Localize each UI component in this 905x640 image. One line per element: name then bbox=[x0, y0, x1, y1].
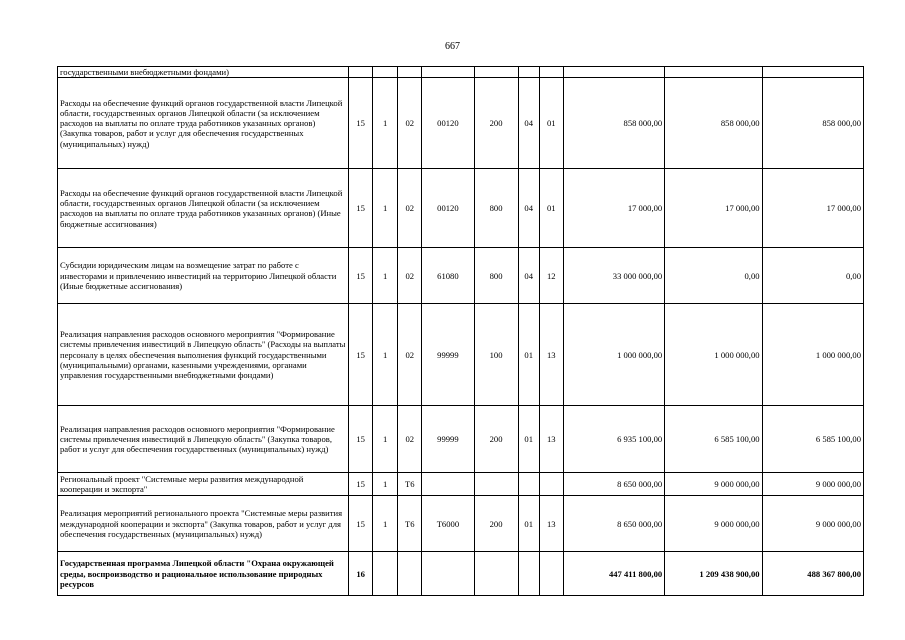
table-row bbox=[58, 78, 864, 169]
row-description: Реализация направления расходов основного мероприятия "Формирование системы привлечения инвестиций в Липецкую область" (Расходы на выплаты персоналу в целях обеспечения выполнения функций государственными (муниципальными) органами, казенными учреждениями, органами управления государственными внебюджетными фондами) bbox=[58, 304, 349, 406]
section-code: 1 bbox=[373, 304, 398, 406]
amount-year-3: 6 585 100,00 bbox=[762, 406, 863, 473]
table-row bbox=[58, 248, 864, 304]
section-code: 1 bbox=[373, 169, 398, 248]
row-description: Расходы на обеспечение функций органов государственной власти Липецкой области, государственных органов Липецкой области (за исключением расходов на выплаты по оплате труда работников указанных органов) (Закупка товаров, работ и услуг для обеспечения государственных (муниципальных) нужд) bbox=[58, 78, 349, 169]
expense-type-code bbox=[474, 67, 518, 78]
subsection-part-code: 01 bbox=[539, 169, 563, 248]
amount-year-1: 447 411 800,00 bbox=[563, 552, 664, 596]
section-code: 1 bbox=[373, 248, 398, 304]
amount-year-2 bbox=[665, 67, 762, 78]
section-part-code: 04 bbox=[518, 169, 539, 248]
table-row bbox=[58, 473, 864, 496]
amount-year-1: 1 000 000,00 bbox=[563, 304, 664, 406]
target-code bbox=[422, 67, 474, 78]
subsection-part-code: 13 bbox=[539, 496, 563, 552]
expense-type-code: 200 bbox=[474, 406, 518, 473]
row-description: Реализация направления расходов основного мероприятия "Формирование системы привлечения инвестиций в Липецкую область" (Закупка товаров, работ и услуг для обеспечения государственных (муниципальных) нужд) bbox=[58, 406, 349, 473]
amount-year-3: 858 000,00 bbox=[762, 78, 863, 169]
amount-year-2: 858 000,00 bbox=[665, 78, 762, 169]
ministry-code: 15 bbox=[349, 169, 373, 248]
amount-year-1: 8 650 000,00 bbox=[563, 473, 664, 496]
expense-type-code: 200 bbox=[474, 78, 518, 169]
subsection-part-code bbox=[539, 552, 563, 596]
row-description: Региональный проект "Системные меры развития международной кооперации и экспорта" bbox=[58, 473, 349, 496]
amount-year-2: 9 000 000,00 bbox=[665, 473, 762, 496]
section-part-code: 01 bbox=[518, 496, 539, 552]
subsection-code bbox=[398, 552, 422, 596]
amount-year-1: 33 000 000,00 bbox=[563, 248, 664, 304]
target-code bbox=[422, 552, 474, 596]
subsection-code: T6 bbox=[398, 496, 422, 552]
target-code: 00120 bbox=[422, 169, 474, 248]
ministry-code: 15 bbox=[349, 496, 373, 552]
expense-type-code: 800 bbox=[474, 248, 518, 304]
section-part-code: 01 bbox=[518, 406, 539, 473]
expense-type-code: 200 bbox=[474, 496, 518, 552]
target-code: T6000 bbox=[422, 496, 474, 552]
ministry-code: 15 bbox=[349, 78, 373, 169]
section-part-code: 01 bbox=[518, 304, 539, 406]
subsection-part-code bbox=[539, 473, 563, 496]
subsection-code: 02 bbox=[398, 78, 422, 169]
subsection-code bbox=[398, 67, 422, 78]
table-row bbox=[58, 67, 864, 78]
table-row bbox=[58, 496, 864, 552]
subsection-part-code: 12 bbox=[539, 248, 563, 304]
amount-year-3: 0,00 bbox=[762, 248, 863, 304]
ministry-code: 15 bbox=[349, 406, 373, 473]
amount-year-2: 1 209 438 900,00 bbox=[665, 552, 762, 596]
ministry-code: 15 bbox=[349, 304, 373, 406]
amount-year-3: 9 000 000,00 bbox=[762, 496, 863, 552]
section-code bbox=[373, 552, 398, 596]
ministry-code bbox=[349, 67, 373, 78]
amount-year-3: 488 367 800,00 bbox=[762, 552, 863, 596]
row-description: Государственная программа Липецкой области "Охрана окружающей среды, воспроизводство и рациональное использование природных ресурсов bbox=[58, 552, 349, 596]
table-row bbox=[58, 552, 864, 596]
subsection-part-code bbox=[539, 67, 563, 78]
subsection-code: 02 bbox=[398, 406, 422, 473]
subsection-part-code: 13 bbox=[539, 304, 563, 406]
section-part-code bbox=[518, 67, 539, 78]
ministry-code: 15 bbox=[349, 248, 373, 304]
page-number: 667 bbox=[445, 41, 460, 52]
amount-year-3: 17 000,00 bbox=[762, 169, 863, 248]
section-code bbox=[373, 67, 398, 78]
section-code: 1 bbox=[373, 406, 398, 473]
expense-type-code bbox=[474, 552, 518, 596]
section-code: 1 bbox=[373, 78, 398, 169]
ministry-code: 16 bbox=[349, 552, 373, 596]
section-code: 1 bbox=[373, 496, 398, 552]
section-part-code: 04 bbox=[518, 78, 539, 169]
amount-year-1 bbox=[563, 67, 664, 78]
row-description: Субсидии юридическим лицам на возмещение затрат по работе с инвесторами и привлечению инвестиций на территорию Липецкой области (Иные бюджетные ассигнования) bbox=[58, 248, 349, 304]
amount-year-2: 0,00 bbox=[665, 248, 762, 304]
target-code: 99999 bbox=[422, 406, 474, 473]
subsection-code: 02 bbox=[398, 304, 422, 406]
target-code: 00120 bbox=[422, 78, 474, 169]
target-code: 61080 bbox=[422, 248, 474, 304]
expense-type-code: 100 bbox=[474, 304, 518, 406]
amount-year-2: 17 000,00 bbox=[665, 169, 762, 248]
amount-year-2: 1 000 000,00 bbox=[665, 304, 762, 406]
table-row bbox=[58, 304, 864, 406]
amount-year-1: 8 650 000,00 bbox=[563, 496, 664, 552]
budget-table bbox=[57, 66, 864, 596]
amount-year-1: 858 000,00 bbox=[563, 78, 664, 169]
subsection-part-code: 01 bbox=[539, 78, 563, 169]
subsection-code: 02 bbox=[398, 248, 422, 304]
target-code: 99999 bbox=[422, 304, 474, 406]
amount-year-1: 17 000,00 bbox=[563, 169, 664, 248]
amount-year-3 bbox=[762, 67, 863, 78]
row-description: Расходы на обеспечение функций органов государственной власти Липецкой области, государственных органов Липецкой области (за исключением расходов на выплаты по оплате труда работников указанных органов) (Иные бюджетные ассигнования) bbox=[58, 169, 349, 248]
subsection-code: T6 bbox=[398, 473, 422, 496]
section-part-code bbox=[518, 552, 539, 596]
table-row bbox=[58, 406, 864, 473]
amount-year-1: 6 935 100,00 bbox=[563, 406, 664, 473]
section-code: 1 bbox=[373, 473, 398, 496]
expense-type-code bbox=[474, 473, 518, 496]
amount-year-3: 9 000 000,00 bbox=[762, 473, 863, 496]
amount-year-3: 1 000 000,00 bbox=[762, 304, 863, 406]
ministry-code: 15 bbox=[349, 473, 373, 496]
row-description: Реализация мероприятий регионального проекта "Системные меры развития международной кооперации и экспорта" (Закупка товаров, работ и услуг для обеспечения государственных (муниципальных) нужд) bbox=[58, 496, 349, 552]
row-description: государственными внебюджетными фондами) bbox=[58, 67, 349, 78]
subsection-part-code: 13 bbox=[539, 406, 563, 473]
table-row bbox=[58, 169, 864, 248]
section-part-code bbox=[518, 473, 539, 496]
section-part-code: 04 bbox=[518, 248, 539, 304]
amount-year-2: 6 585 100,00 bbox=[665, 406, 762, 473]
target-code bbox=[422, 473, 474, 496]
amount-year-2: 9 000 000,00 bbox=[665, 496, 762, 552]
expense-type-code: 800 bbox=[474, 169, 518, 248]
subsection-code: 02 bbox=[398, 169, 422, 248]
